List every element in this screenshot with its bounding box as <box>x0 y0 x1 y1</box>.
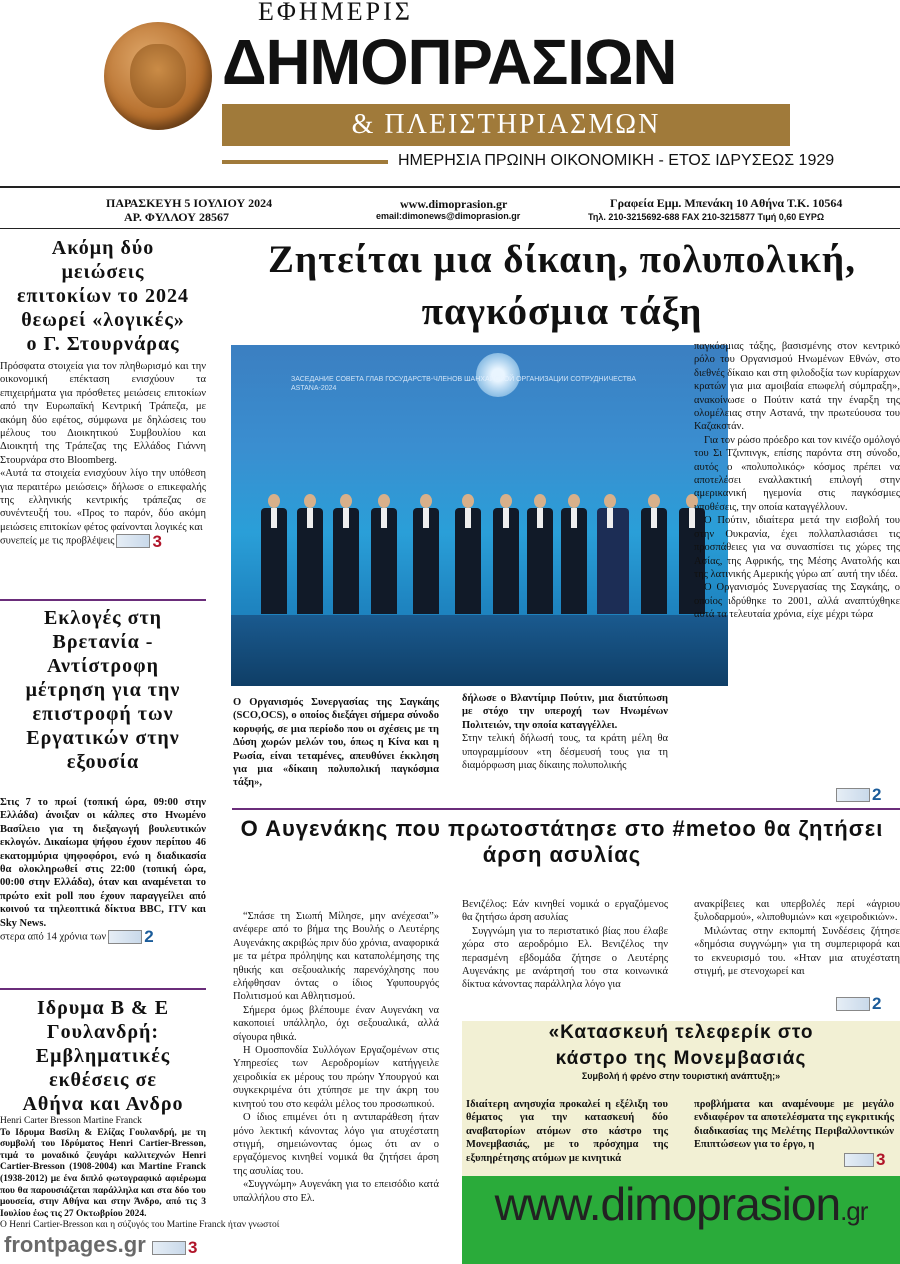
paragraph: δήλωσε ο Βλαντίμιρ Πούτιν, μια διατύπωση με στόχο την υπεροχή των Ηνωμένων Πολιτειών, την οποία καταγγέλλει. <box>462 693 668 731</box>
paragraph-end: συνεπείς με τις προβλέψεις <box>0 535 115 547</box>
lead-column-3 <box>694 340 900 622</box>
story2-column-2 <box>462 898 668 992</box>
paragraph: Πρόσφατα στοιχεία για τον πληθωρισμό και την οικονομική επέκταση ενισχύουν τα επιχειρήματα για πρόσθετες μειώσεις επιτοκίων από την Ευρωπαϊκή Κεντρική Τράπεζα, με ακόμη δύο εφέτος, σύμφωνα με δηλώσεις του μέλους του Διοικητικού Συμβουλίου και Διοικητή της Τράπεζας της Ελλάδος Γιάννη Στουρνάρα στο Bloomberg. <box>0 361 206 466</box>
box-headline <box>462 1020 900 1072</box>
coin-head-emblem <box>130 44 186 108</box>
summit-photo <box>231 345 728 686</box>
issue-number: ΑΡ. ΦΥΛΛΟΥ 28567 <box>124 210 229 224</box>
page-reference[interactable]: 3 <box>188 1238 198 1257</box>
paragraph: παγκόσμιας τάξης, βασισμένης στον κεντρικό ρόλο του Οργανισμού Ηνωμένων Εθνών, στο διεθνές δίκαιο και στη φιλοδοξία των κυρίαρχων κρατών για μια αμοιβαία επωφελή σύμπραξη», ανακοίνωσε ο Πούτιν κατά την έναρξη της ολομέλειας στην Αστανά, την πρωτεύουσα του Καζακστάν. <box>694 341 900 433</box>
paragraph: Στην τελική δήλωσή τους, τα κράτη μέλη θα υπογραμμίσουν «τη δέσμευσή τους για τη διαμόρφωση μιας δίκαιης πολυπολικής <box>462 733 668 772</box>
website-ad-url[interactable] <box>462 1176 900 1232</box>
story-headline <box>0 236 206 356</box>
leader-figure <box>411 494 441 614</box>
leader-figure <box>295 494 325 614</box>
email-link[interactable]: email:dimonews@dimoprasion.gr <box>376 211 521 221</box>
masthead-rule <box>0 186 900 188</box>
paragraph: Ο ίδιος επιμένει ότι η αντιπαράθεση ήταν μόνο λεκτική κάνοντας λόγο για ατυχέστατη στιγμή, σημειώνοντας όμως ότι αν ο εργαζόμενος κινηθεί νομικά θα ζητήσει άρση της ασυλίας του. <box>233 1112 439 1177</box>
box-column-2: προβλήματα και αναμένουμε με μεγάλο ενδιαφέρον τα αποτελέσματα της εγκριτικής διαδικασίας της Μελέτης Περιβαλλοντικών Επιπτώσεων για το έργο, η <box>694 1099 894 1151</box>
paragraph: Ο Πούτιν, ιδιαίτερα μετά την εισβολή του στην Ουκρανία, έχει πολλαπλασιάσει τις προσπάθειες για να συνασπίσει τις χώρες της Ασίας, της Αφρικής, της Μέσης Ανατολής και της λατινικής Αμερικής γύρω απ΄ αυτή την ιδέα. <box>694 515 900 580</box>
headline-line: κάστρο της Μονεμβασιάς <box>555 1048 807 1069</box>
masthead-tagline: ΗΜΕΡΗΣΙΑ ΠΡΩΙΝΗ ΟΙΚΟΝΟΜΙΚΗ - ΕΤΟΣ ΙΔΡΥΣΕΩΣ 1929 <box>398 152 835 169</box>
photo-banner-text <box>291 375 691 393</box>
coin-logo <box>104 22 212 130</box>
left-story-goulandris <box>0 996 280 1232</box>
box-subtitle: Συμβολή ή φρένο στην τουριστική ανάπτυξη;» <box>581 1071 781 1081</box>
paper-logo-icon <box>844 1153 874 1167</box>
headline-line: Εργατικών στην <box>26 727 180 749</box>
left-story-uk-elections <box>0 606 206 947</box>
contact-line: Τηλ. 210-3215692-688 FAX 210-3215877 Τιμή 0,60 ΕΥΡΩ <box>588 212 825 222</box>
page-reference[interactable]: 2 <box>872 785 882 804</box>
website-link[interactable]: www.dimoprasion.gr <box>400 197 508 211</box>
leader-figure <box>259 494 289 614</box>
leader-figure <box>595 494 631 614</box>
headline-line: Αθήνα και Ανδρο <box>22 1093 184 1115</box>
leader-figure <box>525 494 555 614</box>
page-ref-lead <box>834 785 881 805</box>
headline-line: εξουσία <box>66 751 140 773</box>
paper-logo-icon <box>116 534 150 548</box>
paragraph: Στις 7 το πρωί (τοπική ώρα, 09:00 στην Ελλάδα) άνοιξαν οι κάλπες στο Ηνωμένο Βασίλειο για τη διεξαγωγή βουλευτικών εκλογών. Δικαίωμα ψήφου έχουν περίπου 46 εκατομμύρια ψηφοφόροι, ενώ η διαδικασία θα ολοκληρωθεί στις 22:00 (τοπική ώρα, 00:00 στην Ελλάδα), όταν και αναμένεται το πρώτο exit poll που έχουν παραγγείλει από κοινού τα τηλεοπτικά δίκτυα BBC, ITV και Sky News. <box>0 797 206 929</box>
paper-logo-icon <box>108 930 142 944</box>
paragraph-end: στερα από 14 χρόνια των <box>0 931 107 943</box>
paragraph: «Συγγνώμη» Αυγενάκη για το επεισόδιο κατά υπαλλήλου στο Ελ. <box>233 1179 439 1204</box>
continued-line <box>0 531 206 551</box>
story-headline <box>0 996 206 1116</box>
headline-line: «Κατασκευή τελεφερίκ στο <box>548 1022 814 1043</box>
headline-line: Ακόμη δύο <box>51 237 155 259</box>
lead-column-2 <box>462 692 668 772</box>
leader-figure <box>491 494 521 614</box>
page-ref-box <box>842 1150 885 1170</box>
lead-column-1: Ο Οργανισμός Συνεργασίας της Σαγκάης (SCO,OCS), ο οποίος διεξάγει σήμερα σύνοδο κορυφής, σε μια περίοδο που οι σχέσεις με τη Δύση χωρών μελών του, όπως η Κίνα και η Ρωσία, είναι τεταμένες, απευθύνει έκκληση για μια «δίκαιη πολυπολική παγκόσμια τάξη», <box>233 697 439 789</box>
paper-logo-icon <box>836 788 870 802</box>
headline-line: θεωρεί «λογικές» <box>21 309 185 331</box>
page-ref-story2 <box>834 994 881 1014</box>
continued-line <box>0 1220 280 1232</box>
page-ref-goulandris <box>150 1238 197 1258</box>
masthead-gold-line <box>222 160 388 164</box>
leader-figure <box>639 494 669 614</box>
headline-line: εκθέσεις σε <box>49 1069 157 1091</box>
paper-logo-icon <box>836 997 870 1011</box>
left-story-stournaras <box>0 236 206 551</box>
paper-logo-icon <box>152 1241 186 1255</box>
ad-url-main: www.dimoprasion <box>494 1178 841 1230</box>
section-rule <box>0 988 206 990</box>
ad-url-tld: .gr <box>840 1196 868 1226</box>
headline-line: Ιδρυμα Β & Ε <box>36 997 170 1019</box>
leader-figure <box>331 494 361 614</box>
headline-line: επιστροφή των <box>32 703 174 725</box>
story-body <box>0 360 206 551</box>
banner-caption: ЗАСЕДАНИЕ СОВЕТА ГЛАВ ГОСУДАРСТВ-ЧЛЕНОВ ШАНХАЙСКОЙ ОРГАНИЗАЦИИ СОТРУДНИЧЕСТВА <box>291 376 637 383</box>
continued-line <box>0 927 206 947</box>
headline-line: μειώσεις <box>61 261 145 283</box>
story2-headline: Ο Αυγενάκης που πρωτοστάτησε στο #metoo θα ζητήσει άρση ασυλίας <box>240 816 884 867</box>
paragraph: Το Ιδρυμα Βασίλη & Ελίζας Γουλανδρή, με τη συμβολή του Ιδρύματος Henri Cartier-Bresson, τιμά το μοναδικό ζευγάρι καλλιτεχνών Henri Cartier-Bresson (1908-2004) και Martine Franck (1938-2012) με ένα διπλό φωτογραφικό αφιέρωμα που θα παρουσιάζεται παράλληλα και στα δύο του μουσεία, στην Αθήνα και στην Άνδρο, από τις 3 Ιουλίου έως τις 27 Οκτωβρίου 2024. <box>0 1127 206 1219</box>
paragraph: «Αυτά τα στοιχεία ενισχύουν λίγο την υπόθεση για περαιτέρω μειώσεις» δήλωσε ο επικεφαλής της ελληνικής κεντρικής τράπεζας σε συνέντευξή του. «Προς το παρόν, δύο ακόμη μειώσεις επιτοκίων φέτος φαίνονται λογικές και <box>0 468 206 533</box>
paragraph: Η Ομοσπονδία Συλλόγων Εργαζομένων στις Υπηρεσίες των Αεροδρομίων κατήγγειλε χειροδικία εκ μέρους του πρώην Υπουργού και συγκεκριμένα ότι χτύπησε με την άκρη του κινητού του στο κεφάλι μέλος του προσωπικού. <box>233 1045 439 1110</box>
headline-line: μέτρηση για την <box>25 679 181 701</box>
headline-line: επιτοκίων το 2024 <box>17 285 189 307</box>
paragraph: Μιλώντας στην εκπομπή Συνδέσεις ζήτησε «δημόσια συγγνώμη» για τη συμπεριφορά και το εκνευρισμό του. «Ηταν μια ατυχέστατη στιγμή, με στενοχωρεί και <box>694 925 900 978</box>
photo-stage <box>231 615 728 686</box>
headline-line: Βρετανία - <box>52 631 154 653</box>
page-reference[interactable]: 2 <box>872 994 882 1013</box>
page-reference[interactable]: 2 <box>144 927 154 947</box>
story-headline <box>0 606 206 774</box>
paragraph: “Σπάσε τη Σιωπή Μίλησε, μην ανέχεσαι”» ανέφερε από το βήμα της Βουλής ο Λευτέρης Αυγενάκης ακριβώς πριν δύο χρόνια, αναφορικά με τα μέτρα πρόληψης και καταπολέμησης της ηθικής και σεξουαλικής παρενόχλησης που ελήφθησαν όντας ο ίδιος Υφυπουργός Πολιτισμού και Αθλητισμού. <box>233 911 439 1003</box>
story2-column-1 <box>233 910 439 1205</box>
info-rule <box>0 228 900 229</box>
section-rule <box>232 808 900 810</box>
paragraph: Βενιζέλος: Εάν κινηθεί νομικά ο εργαζόμενος θα ζητήσω άρση ασυλίας <box>462 899 668 924</box>
banner-city: ASTANA-2024 <box>291 385 337 392</box>
office-address: Γραφεία Εμμ. Μπενάκη 10 Αθήνα Τ.Κ. 10564 <box>610 196 843 210</box>
box-column-1: Ιδιαίτερη ανησυχία προκαλεί η εξέλιξη του θέματος για την κατασκευή δύο αναβατορίων ατόμων στο κάστρο της Μονεμβασιάς, με το πρόσχημα της εξυπηρέτησης ατόμων με κινητικά <box>466 1099 668 1164</box>
paragraph: Ο Henri Cartier-Bresson και η σύζυγός του Martine Franck ήταν γνωστοί <box>0 1220 280 1231</box>
lead-headline: Ζητείται μια δίκαιη, πολυπολική, παγκόσμια τάξη <box>268 238 856 333</box>
story-body <box>0 1116 280 1232</box>
headline-line: ο Γ. Στουρνάρας <box>26 333 180 355</box>
leader-figure <box>453 494 483 614</box>
leader-figure <box>369 494 399 614</box>
headline-line: Αντίστροφη <box>47 655 159 677</box>
leader-figure <box>559 494 589 614</box>
page-reference[interactable]: 3 <box>876 1150 886 1169</box>
headline-line: Εκλογές στη <box>43 607 163 629</box>
paragraph: Σήμερα όμως βλέπουμε έναν Αυγενάκη να κακοποιεί υπάλληλο, όχι σεξουαλικά, αλλά σίγουρα ηθικά. <box>233 1004 439 1043</box>
story2-column-3 <box>694 898 900 978</box>
page-reference[interactable]: 3 <box>152 531 162 551</box>
headline-line: Εμβληματικές <box>35 1045 171 1067</box>
story-body <box>0 796 206 947</box>
headline-line: Γουλανδρή: <box>46 1021 160 1043</box>
watermark: frontpages.gr <box>4 1232 146 1257</box>
paragraph: Συγγνώμη για το περιστατικό βίας που έλαβε χώρα στο αεροδρόμιο Ελ. Βενιζέλος την περασμένη εβδομάδα ζήτησε ο Λευτέρης Αυγενάκης με ανάρτησή του στα κοινωνικά δίκτυα κάνοντας παράλληλα λόγο για <box>462 925 668 991</box>
issue-date: ΠΑΡΑΣΚΕΥΗ 5 ΙΟΥΛΙΟΥ 2024 <box>106 196 273 210</box>
paragraph: Για τον ρώσο πρόεδρο και τον κινέζο ομόλογό του Σι Τζινπινγκ, επίσης παρόντα στη σύνοδο, αυτός ο «πολυπολικός» κόσμος πρέπει να αποτελέσει εναλλακτική επιλογή στην αμερικανική ηγεμονία στις παγκόσμιες υποθέσεις, την οποία καταγγέλλουν. <box>694 434 900 513</box>
section-rule <box>0 599 206 601</box>
masthead-subtitle: & ΠΛΕΙΣΤΗΡΙΑΣΜΩΝ <box>351 109 661 140</box>
paragraph: Ο Οργανισμός Συνεργασίας της Σαγκάης, ο οποίος ιδρύθηκε το 2001, αλλά αναπτύχθηκε αυτά τα τελευταία χρόνια, είχε μέχρι τώρα <box>694 582 900 621</box>
photo-caption: Henri Carter Bresson Martine Franck <box>0 1116 142 1126</box>
paragraph: ανακρίβειες και υπερβολές περί «άγριου ξυλοδαρμού», «λιποθυμιών» και «χειροδικιών». <box>694 899 900 924</box>
masthead-ephemeris: ΕΦΗΜΕΡΙΣ <box>258 0 413 26</box>
masthead-title: ΔΗΜΟΠΡΑΣΙΩΝ <box>222 26 677 98</box>
